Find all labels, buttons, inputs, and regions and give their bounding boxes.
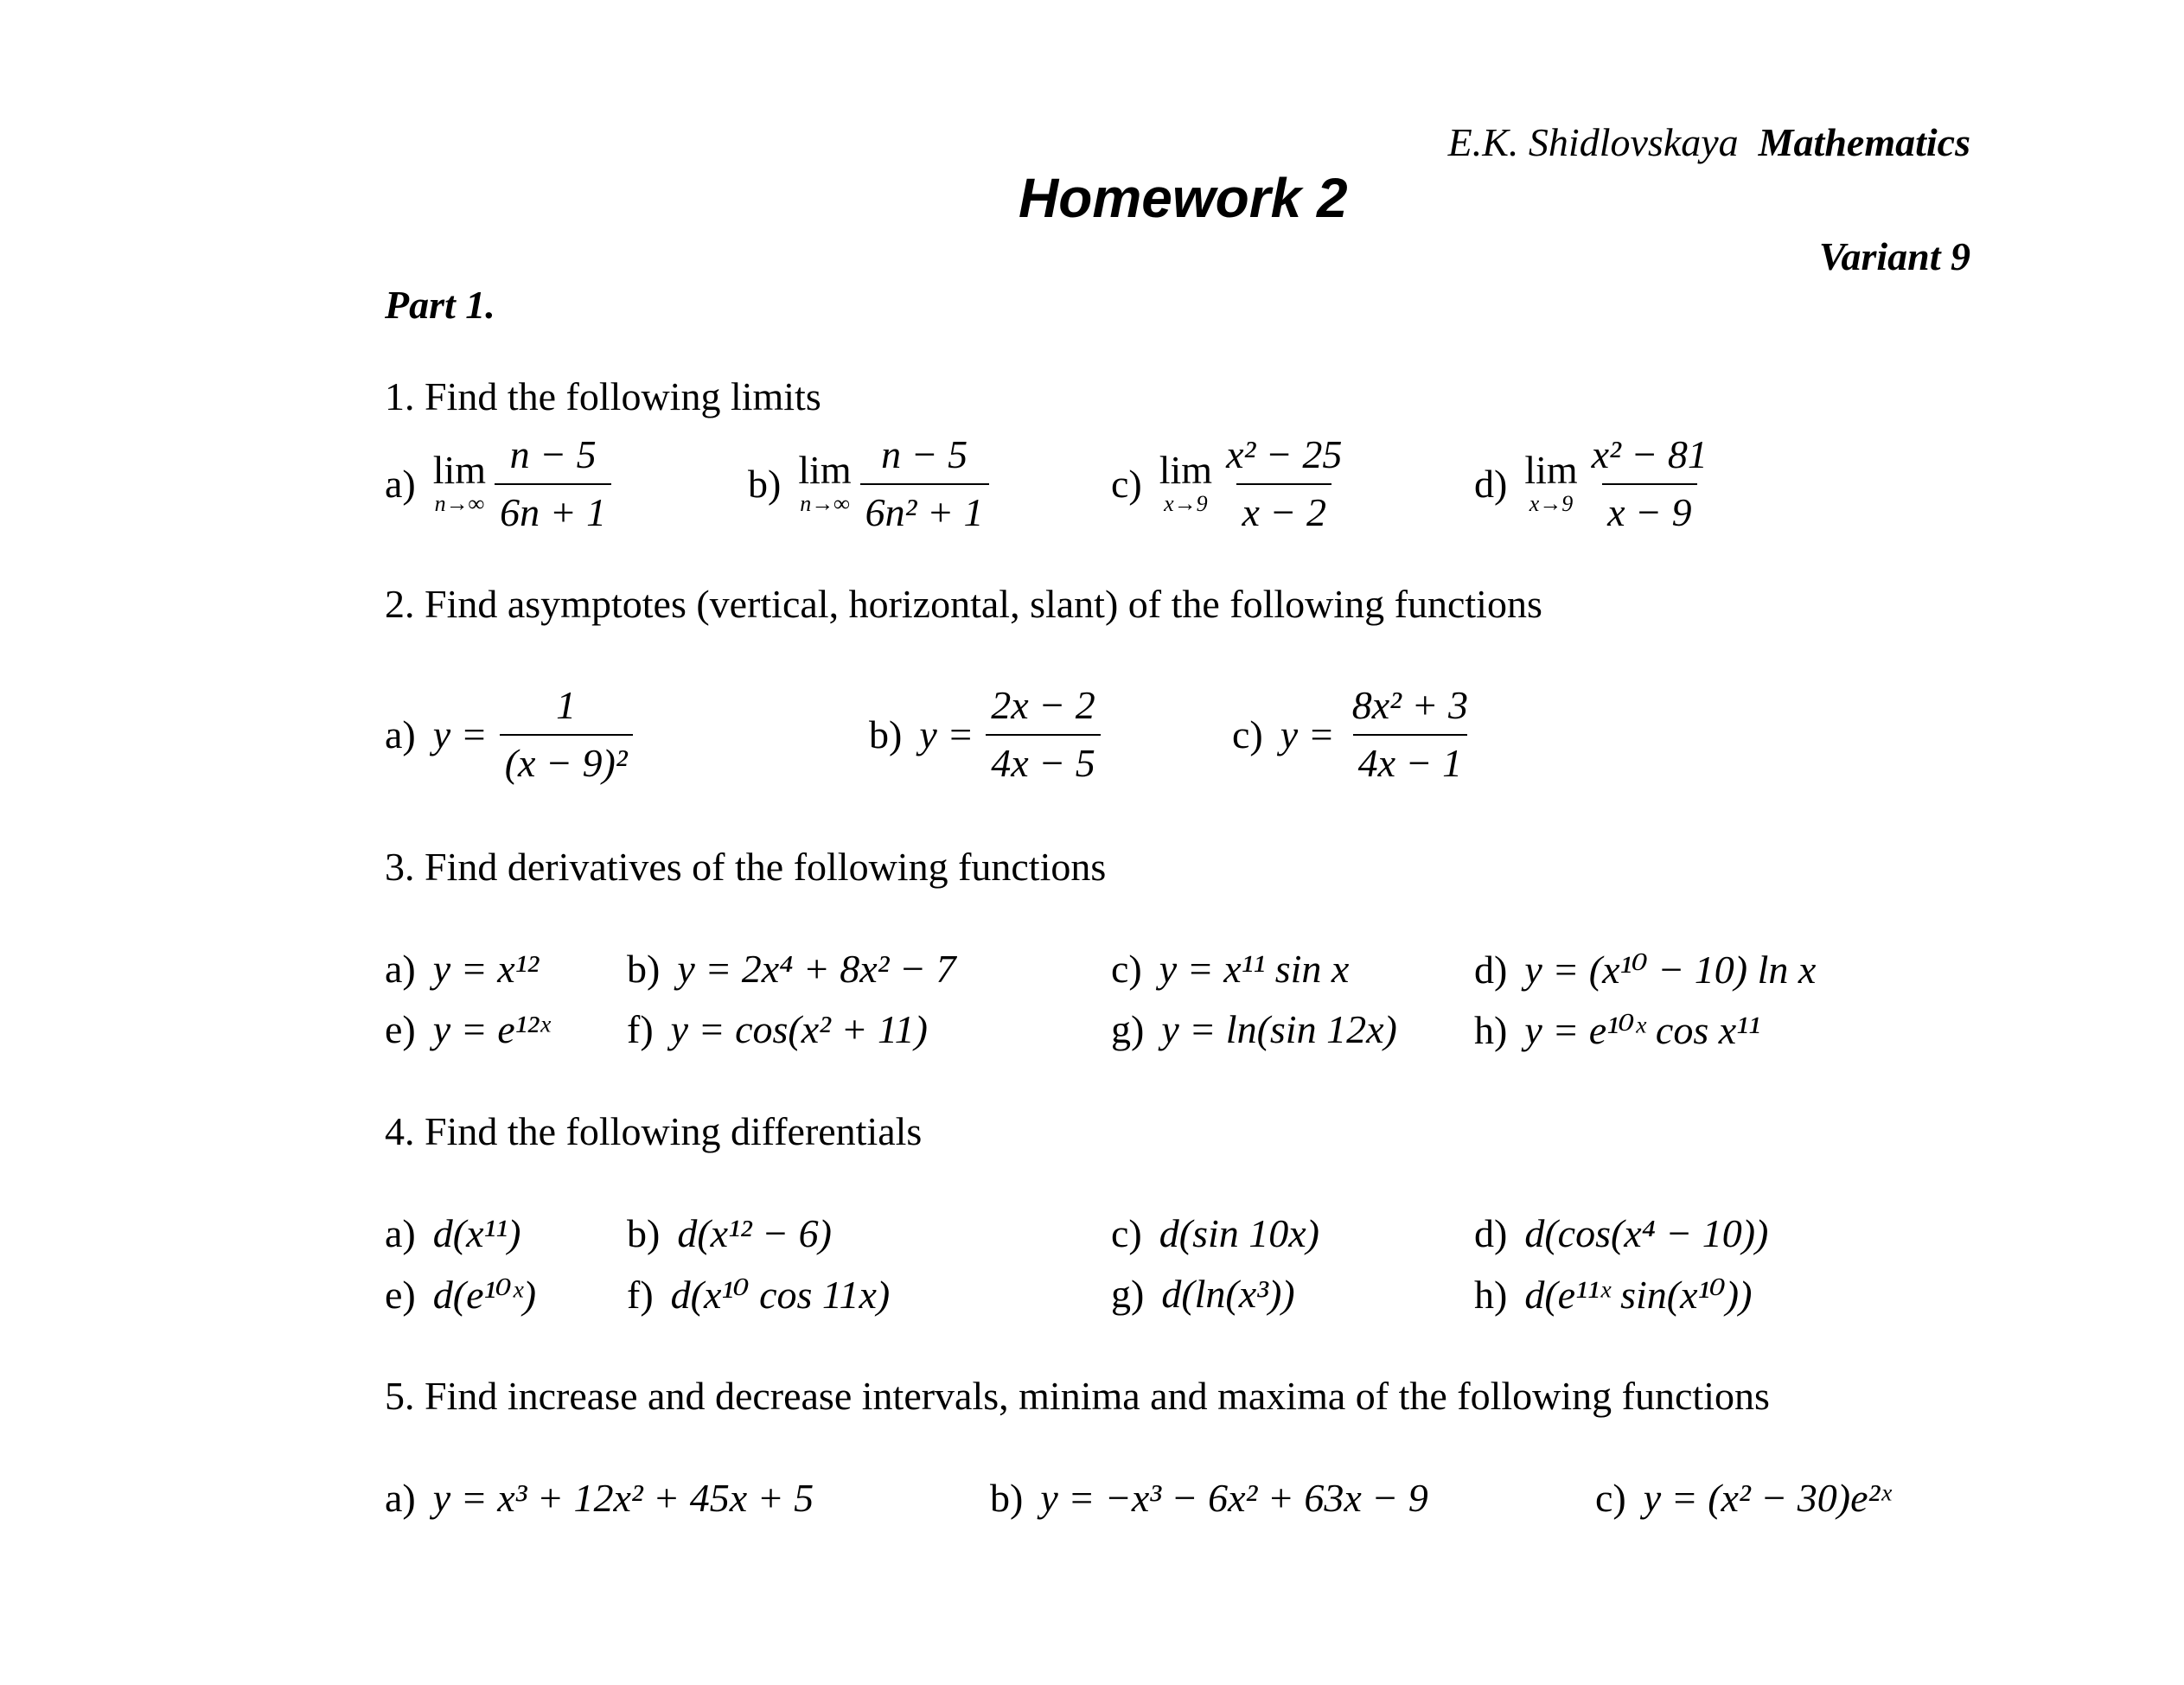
- q4-item-a: a) d(x¹¹): [385, 1211, 521, 1255]
- fraction: $\frac{\text{x² − 81}}{x - 9}$: [1591, 432, 1708, 534]
- fraction: $\frac{n - 5}{\text{6n² + 1}}$: [860, 432, 989, 536]
- fraction: $\frac{1}{\text{(x − 9)²}}$: [500, 683, 633, 787]
- part-label: Part 1.: [385, 283, 495, 327]
- q4-item-g: g) d(ln(x³)): [1111, 1272, 1295, 1316]
- q3-item-e: e) y = e¹²ˣ: [385, 1007, 551, 1051]
- q4-item-d: d) d(cos(x⁴ − 10)): [1474, 1211, 1769, 1255]
- q5-item-c: c) y = (x² − 30)e²ˣ: [1595, 1476, 1892, 1520]
- q1-item-c: c) lim x→9 $\frac{\text{x² − 25}}{x - 2}$: [1111, 432, 1351, 536]
- q3-item-b: b) y = 2x⁴ + 8x² − 7: [627, 947, 956, 991]
- q5-item-b: b) y = −x³ − 6x² + 63x − 9: [990, 1476, 1428, 1520]
- q3-item-a: a) y = x¹²: [385, 947, 540, 991]
- q4-item-b: b) d(x¹² − 6): [627, 1211, 833, 1255]
- q2-item-a: a) y = $\frac{1}{\text{(x − 9)²}}$: [385, 683, 636, 787]
- question-4-prompt: 4. Find the following differentials: [385, 1109, 923, 1153]
- q4-item-e: e) d(e¹⁰ˣ): [385, 1272, 537, 1317]
- q3-item-c: c) y = x¹¹ sin x: [1111, 947, 1350, 991]
- question-1-prompt: 1. Find the following limits: [385, 374, 821, 418]
- author-name: E.K. Shidlovskaya: [1447, 120, 1739, 164]
- q2-item-c: c) y = $\frac{\text{8x² + 3}}{4x - 1}$: [1232, 683, 1477, 787]
- q4-item-c: c) d(sin 10x): [1111, 1211, 1319, 1255]
- q5-item-a: a) y = x³ + 12x² + 45x + 5: [385, 1476, 814, 1520]
- fraction: $\frac{2x - 2}{4x - 5}$: [986, 683, 1100, 787]
- q4-item-f: f) d(x¹⁰ cos 11x): [627, 1272, 891, 1317]
- q2-item-b: b) y = $\frac{2x - 2}{4x - 5}$: [869, 683, 1104, 787]
- page-title: Homework 2: [1019, 167, 1348, 229]
- q4-item-h: h) d(e¹¹ˣ sin(x¹⁰)): [1474, 1272, 1753, 1317]
- question-5-prompt: 5. Find increase and decrease intervals, minima and maxima of the following functions: [385, 1374, 1770, 1418]
- q3-item-g: g) y = ln(sin 12x): [1111, 1007, 1397, 1051]
- q3-item-h: h) y = e¹⁰ˣ cos x¹¹: [1474, 1007, 1760, 1052]
- q3-item-f: f) y = cos(x² + 11): [627, 1007, 928, 1051]
- fraction: $\frac{\text{8x² + 3}}{4x - 1}$: [1351, 683, 1468, 785]
- fraction: $\frac{n - 5}{6n + 1}$: [495, 432, 611, 536]
- fraction: $\frac{\text{x² − 25}}{x - 2}$: [1226, 432, 1343, 534]
- subject-name: Mathematics: [1758, 120, 1970, 164]
- question-2-prompt: 2. Find asymptotes (vertical, horizontal, slant) of the following functions: [385, 582, 1542, 626]
- variant-label: Variant 9: [1818, 234, 1970, 278]
- author-line: [1448, 119, 1970, 165]
- q3-item-d: d) y = (x¹⁰ − 10) ln x: [1474, 947, 1817, 992]
- q1-item-b: b) lim n→∞ $\frac{n - 5}{\text{6n² + 1}}$: [748, 432, 993, 536]
- q1-item-a: a) lim n→∞ $\frac{n - 5}{6n + 1}$: [385, 432, 615, 536]
- q1-item-d: d) lim x→9 $\frac{\text{x² − 81}}{x - 9}$: [1474, 432, 1716, 536]
- question-3-prompt: 3. Find derivatives of the following functions: [385, 845, 1107, 889]
